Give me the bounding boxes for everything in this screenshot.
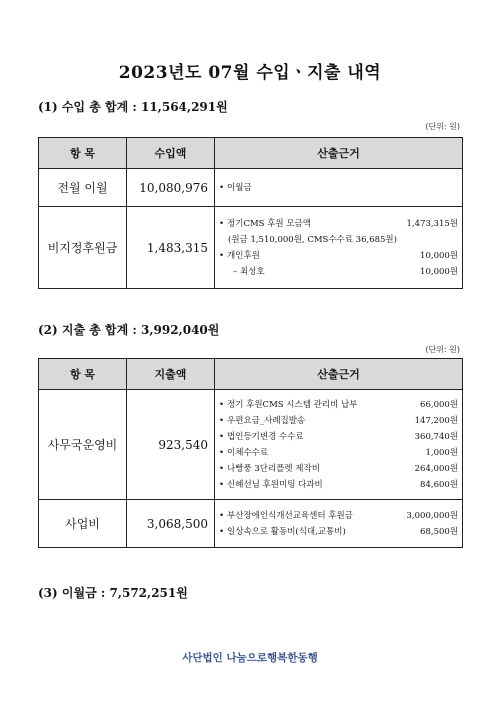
basis-line: [219, 524, 458, 540]
table-row: [39, 169, 463, 207]
basis-line-value: 1,000원: [425, 447, 458, 458]
basis-line-label: • 나빵풍 3단리플렛 제작비: [219, 461, 320, 477]
basis-line-value: 3,000,000원: [406, 510, 458, 521]
basis-line-value: 360,740원: [414, 431, 458, 442]
organization-footer: 사단법인 나눔으로행복한동행: [182, 652, 318, 664]
row-item: 사무국운영비: [39, 390, 127, 500]
header-basis: 산출근거: [215, 359, 463, 390]
basis-line-value: 66,000원: [420, 399, 458, 410]
row-basis: [215, 207, 463, 289]
basis-line-label: • 이체수수료: [219, 445, 268, 461]
basis-line-label: • 우편요금_사례집발송: [219, 413, 305, 429]
basis-line-label: (원금 1,510,000원, CMS수수료 36,685원): [228, 234, 397, 245]
basis-line: [219, 397, 458, 413]
row-basis: [215, 169, 463, 207]
income-table: [38, 137, 463, 289]
table-row: [39, 390, 463, 500]
basis-line-value: 1,473,315원: [406, 218, 458, 229]
row-item: 비지정후원금: [39, 207, 127, 289]
header-amount: 지출액: [127, 359, 215, 390]
basis-line-label: • 법인등기변경 수수료: [219, 429, 304, 445]
basis-line: [219, 232, 458, 248]
basis-line: [219, 264, 458, 280]
expense-unit-note: (단위: 원): [425, 345, 460, 354]
header-basis: 산출근거: [215, 138, 463, 169]
expense-table-header: [39, 359, 463, 390]
carryover-heading: (3) 이월금 : 7,572,251원: [38, 586, 188, 600]
row-amount: 10,080,976: [127, 169, 215, 207]
income-unit-note: (단위: 원): [425, 122, 460, 131]
basis-line-value: 10,000원: [420, 250, 458, 261]
basis-line-label: • 부산장애인식개선교육센터 후원금: [219, 508, 353, 524]
expense-table: [38, 358, 463, 548]
header-item: 항 목: [39, 359, 127, 390]
basis-line-label: • 신혜선님 후원미팅 다과비: [219, 477, 323, 493]
basis-line: [219, 216, 458, 232]
table-row: [39, 500, 463, 548]
basis-line: [219, 477, 458, 493]
basis-line: [219, 413, 458, 429]
basis-line: [219, 445, 458, 461]
row-basis: [215, 500, 463, 548]
header-amount: 수입액: [127, 138, 215, 169]
basis-line-value: 84,600원: [420, 479, 458, 490]
row-item: 사업비: [39, 500, 127, 548]
basis-line: [219, 248, 458, 264]
basis-line-value: 10,000원: [420, 266, 458, 277]
income-table-header: [39, 138, 463, 169]
header-item: 항 목: [39, 138, 127, 169]
basis-line-label: • 정기CMS 후원 모금액: [219, 216, 311, 232]
basis-line-label: • 개인후원: [219, 248, 260, 264]
basis-line-value: 147,200원: [414, 415, 458, 426]
row-amount: 923,540: [127, 390, 215, 500]
row-amount: 3,068,500: [127, 500, 215, 548]
basis-line-label: • 일상속으로 활동비(식대,교통비): [219, 524, 346, 540]
basis-line-label: • 이월금: [219, 180, 252, 196]
basis-line-label: – 최성호: [233, 266, 265, 277]
document-title: 2023년도 07월 수입ㆍ지출 내역: [118, 63, 382, 83]
row-item: 전월 이월: [39, 169, 127, 207]
basis-line-label: • 정기 후원CMS 시스템 관리비 납부: [219, 397, 357, 413]
basis-line: [219, 429, 458, 445]
basis-line-value: 264,000원: [414, 463, 458, 474]
income-heading: (1) 수입 총 합계 : 11,564,291원: [38, 100, 228, 114]
basis-line: [219, 508, 458, 524]
basis-line: [219, 180, 458, 196]
row-basis: [215, 390, 463, 500]
basis-line-value: 68,500원: [420, 526, 458, 537]
expense-heading: (2) 지출 총 합계 : 3,992,040원: [38, 323, 220, 337]
row-amount: 1,483,315: [127, 207, 215, 289]
table-row: [39, 207, 463, 289]
basis-line: [219, 461, 458, 477]
